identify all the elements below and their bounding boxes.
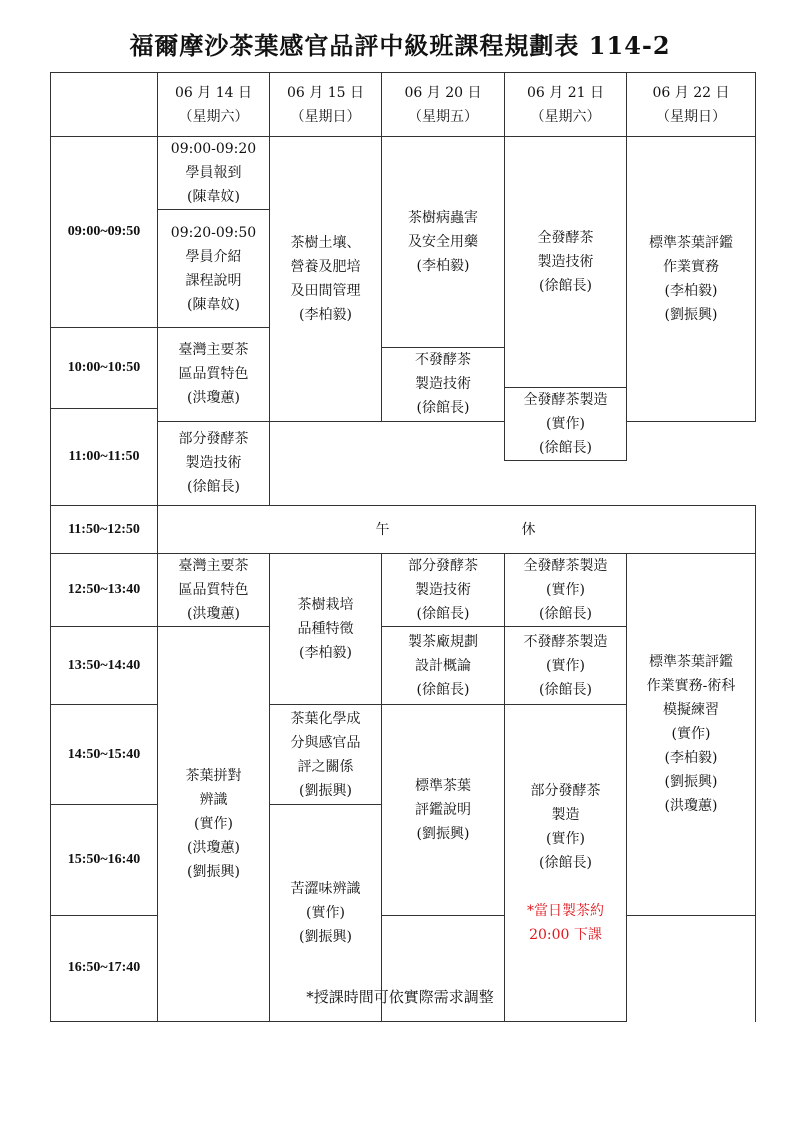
text-line: (李柏毅)	[299, 645, 352, 661]
text-line: 製造技術	[185, 455, 242, 472]
text-line: 09:20-09:50	[170, 224, 257, 241]
text-line: (實作)	[546, 582, 585, 598]
text-line: 製造技術	[415, 582, 471, 598]
text-line: 全發酵茶製造	[523, 558, 608, 574]
text-line: (徐館長)	[539, 855, 592, 871]
schedule-table	[50, 72, 756, 1022]
text-line: 標準茶葉	[415, 777, 471, 794]
text-line: (徐館長)	[539, 606, 592, 622]
cell-tea-blending	[158, 627, 270, 1022]
text-line: (實作)	[546, 416, 585, 432]
text-line: 設計概論	[415, 657, 471, 674]
text-line: 及安全用藥	[408, 234, 478, 250]
text-line: (實作)	[306, 905, 345, 921]
cell-partial-ferment-prac	[505, 705, 627, 1022]
time-1450: 14:50~15:40	[51, 705, 158, 805]
text-line: (徐館長)	[416, 400, 470, 417]
time-1650: 16:50~17:40	[51, 915, 158, 1021]
time-1250: 12:50~13:40	[51, 554, 158, 627]
text-line: 09:00-09:20	[170, 141, 257, 157]
cell-student-intro	[158, 210, 270, 328]
text-line: 茶樹土壤、	[290, 234, 361, 251]
corner-cell	[51, 73, 158, 137]
text-line: 全發酵茶製造	[523, 392, 608, 408]
text-line: 不發酵茶製造	[523, 633, 608, 650]
text-line: 作業實務-術科	[646, 678, 736, 695]
text-line: (實作)	[546, 831, 585, 847]
cell-standard-evaluation-pm	[627, 554, 756, 916]
time-1000: 10:00~10:50	[51, 328, 158, 409]
lunch-break: 午 休	[158, 506, 756, 554]
text-line: 部分發酵茶	[178, 431, 249, 448]
text-line: 作業實務	[663, 258, 719, 275]
text-line: *當日製茶約	[527, 903, 604, 919]
text-line: 不發酵茶	[415, 352, 471, 369]
cell-unfermented-tech	[382, 348, 505, 422]
time-1100: 11:00~11:50	[51, 409, 158, 506]
text-line: (劉振興)	[299, 782, 352, 799]
text-line: 製茶廠規劃	[408, 633, 478, 650]
text-line: (陳韋妏)	[187, 296, 240, 313]
text-line: 營養及肥培	[290, 258, 361, 275]
cell-standard-evaluation-intro	[382, 705, 505, 916]
text-line: (洪瓊蕙)	[187, 390, 240, 407]
text-line: 20:00 下課	[529, 927, 602, 943]
text-line: 評鑑說明	[415, 801, 471, 818]
cell-unfermented-prac	[505, 627, 627, 705]
text-line: (實作)	[194, 816, 233, 832]
text-line: (陳韋妏)	[187, 189, 240, 205]
header-day-2: 06 月 15 日 （星期日）	[270, 73, 382, 137]
text-line: (洪瓊蕙)	[187, 606, 240, 622]
cell-partial-ferment-tech-am	[158, 421, 270, 506]
cell-full-ferment-prac-am	[505, 388, 627, 461]
time-0900: 09:00~09:50	[51, 137, 158, 328]
text-line: 區品質特色	[178, 582, 249, 598]
text-line: 茶樹病蟲害	[408, 210, 478, 226]
text-line: 臺灣主要茶	[178, 558, 249, 574]
text-line: 分與感官品	[290, 734, 361, 751]
time-1350: 13:50~14:40	[51, 627, 158, 705]
cell-tea-chemistry	[270, 705, 382, 805]
text-line: (李柏毅)	[664, 282, 718, 299]
text-line: 學員報到	[185, 165, 242, 181]
text-line: 評之關係	[297, 758, 354, 775]
cell-cultivar-traits	[270, 554, 382, 705]
text-line: (李柏毅)	[299, 306, 352, 323]
cell-registration	[158, 137, 270, 210]
text-line: (劉振興)	[187, 864, 240, 880]
cell-soil-management	[270, 137, 382, 422]
header-row	[51, 73, 756, 137]
cell-region-quality-am	[158, 328, 270, 422]
text-line: 部分發酵茶	[530, 783, 601, 799]
text-line: (實作)	[671, 726, 711, 743]
text-line: 茶葉化學成	[290, 710, 361, 727]
text-line: 製造技術	[537, 254, 594, 270]
header-day-1: 06 月 14 日 （星期六）	[158, 73, 270, 137]
text-line: 全發酵茶	[537, 230, 594, 246]
text-line: 部分發酵茶	[408, 558, 478, 574]
text-line: 臺灣主要茶	[178, 342, 249, 359]
time-1150: 11:50~12:50	[51, 506, 158, 554]
cell-partial-ferment-tech-pm	[382, 554, 505, 627]
text-line: (洪瓊蕙)	[664, 798, 718, 815]
header-day-5: 06 月 22 日 （星期日）	[627, 73, 756, 137]
text-line: 模擬練習	[663, 702, 719, 719]
partial-ferment-prac-text	[509, 779, 622, 875]
text-line: 品種特徵	[297, 621, 354, 637]
text-line: 區品質特色	[178, 366, 249, 383]
time-1550: 15:50~16:40	[51, 805, 158, 916]
text-line: (徐館長)	[416, 606, 470, 622]
text-line: (李柏毅)	[416, 258, 470, 274]
text-line: (實作)	[546, 657, 585, 674]
text-line: (劉振興)	[299, 929, 352, 945]
text-line: (徐館長)	[539, 681, 592, 698]
cell-full-ferment-prac-pm	[505, 554, 627, 627]
text-line: 標準茶葉評鑑	[649, 234, 733, 251]
header-day-3: 06 月 20 日 （星期五）	[382, 73, 505, 137]
text-line: 學員介紹	[185, 248, 242, 265]
text-line: 課程說明	[185, 272, 242, 289]
text-line: (徐館長)	[539, 440, 592, 456]
text-line: 製造技術	[415, 376, 471, 393]
text-line: (劉振興)	[664, 306, 718, 323]
text-line: 苦澀味辨識	[290, 881, 361, 897]
text-line: 標準茶葉評鑑	[649, 654, 733, 671]
cell-standard-evaluation-am	[627, 137, 756, 422]
text-line: (徐館長)	[187, 479, 240, 496]
cell-region-quality-pm	[158, 554, 270, 627]
text-line: (徐館長)	[539, 278, 592, 294]
text-line: 製造	[551, 807, 580, 823]
red-note	[509, 899, 622, 947]
text-line: (洪瓊蕙)	[187, 840, 240, 856]
footnote: *授課時間可依實際需求調整	[306, 988, 494, 1006]
text-line: 及田間管理	[290, 282, 361, 299]
page-title: 福爾摩沙茶葉感官品評中級班課程規劃表 114-2	[129, 31, 671, 60]
text-line: 茶葉拼對	[185, 768, 242, 784]
cell-pest-control	[382, 137, 505, 348]
cell-full-ferment-tech	[505, 137, 627, 388]
cell-factory-planning	[382, 627, 505, 705]
text-line: (徐館長)	[416, 681, 470, 698]
header-day-4: 06 月 21 日 （星期六）	[505, 73, 627, 137]
text-line: 茶樹栽培	[297, 597, 354, 613]
text-line: (李柏毅)	[664, 750, 718, 767]
text-line: (劉振興)	[416, 825, 470, 842]
text-line: (劉振興)	[664, 774, 718, 791]
text-line: 辨識	[199, 792, 228, 808]
